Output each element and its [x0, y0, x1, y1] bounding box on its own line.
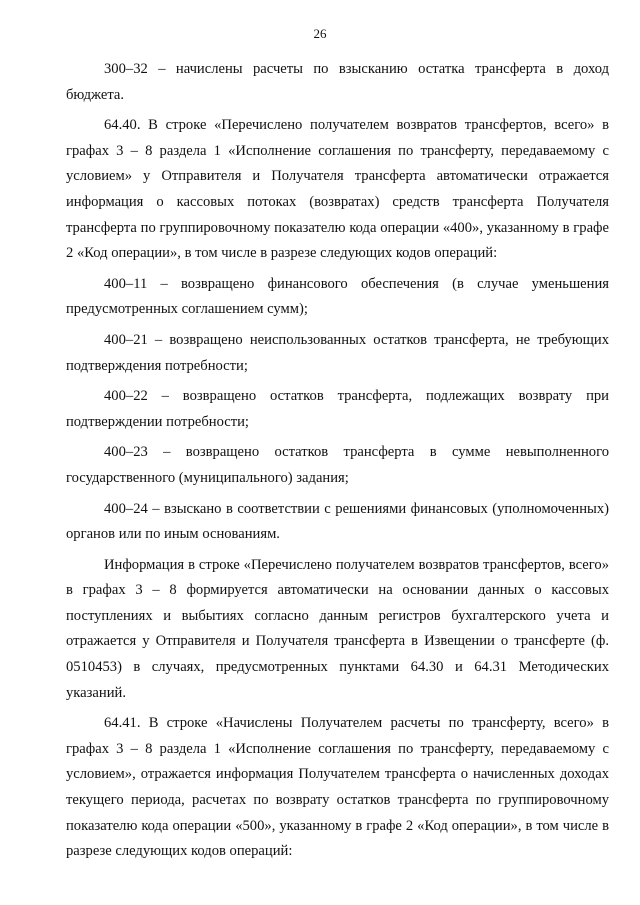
- page-number: 26: [313, 26, 327, 41]
- paragraph-64-40: 64.40. В строке «Перечислено получателем возвратов трансфертов, всего» в графах 3 – 8 раздела 1 «Исполнение соглашения по трансферту, передаваемому с условием» у Отправителя и Получателя трансферта автоматически отражается информация о кассовых потоках (возвратах) средств трансферта Получателя трансферта по группировочному показателю кода операции «400», указанному в графе 2 «Код операции», в том числе в разрезе следующих кодов операций:: [66, 117, 609, 262]
- paragraph-64-41: 64.41. В строке «Начислены Получателем расчеты по трансферту, всего» в графах 3 – 8 раздела 1 «Исполнение соглашения по трансферту, передаваемому с условием», отражается информация Получателем трансферта о начисленных доходах текущего периода, расчетах по возврату остатков трансферта по группировочному показателю кода операции «500», указанному в графе 2 «Код операции», в том числе в разрезе следующих кодов операций:: [66, 715, 609, 860]
- paragraph-400-22: 400–22 – возвращено остатков трансферта, подлежащих возврату при подтверждении потребности;: [66, 388, 609, 430]
- paragraph-information: Информация в строке «Перечислено получателем возвратов трансфертов, всего» в графах 3 – 8 формируется автоматически на основании данных о кассовых поступлениях и выбытиях согласно данным регистров бухгалтерского учета и отражается у Отправителя и Получателя трансферта в Извещении о трансферте (ф. 0510453) в случаях, предусмотренных пунктами 64.30 и 64.31 Методических указаний.: [66, 556, 609, 701]
- paragraph-400-11: 400–11 – возвращено финансового обеспечения (в случае уменьшения предусмотренных соглашением сумм);: [66, 275, 609, 318]
- paragraph-300-32: 300–32 – начислены расчеты по взысканию остатка трансферта в доход бюджета.: [66, 61, 609, 103]
- paragraph-400-21: 400–21 – возвращено неиспользованных остатков трансферта, не требующих подтверждения потребности;: [66, 331, 609, 374]
- paragraph-400-24: 400–24 – взыскано в соответствии с решениями финансовых (уполномоченных) органов или по иным основаниям.: [66, 500, 609, 543]
- document-body: [66, 57, 609, 870]
- paragraph-400-23: 400–23 – возвращено остатков трансферта в сумме невыполненного государственного (муниципального) задания;: [66, 444, 609, 486]
